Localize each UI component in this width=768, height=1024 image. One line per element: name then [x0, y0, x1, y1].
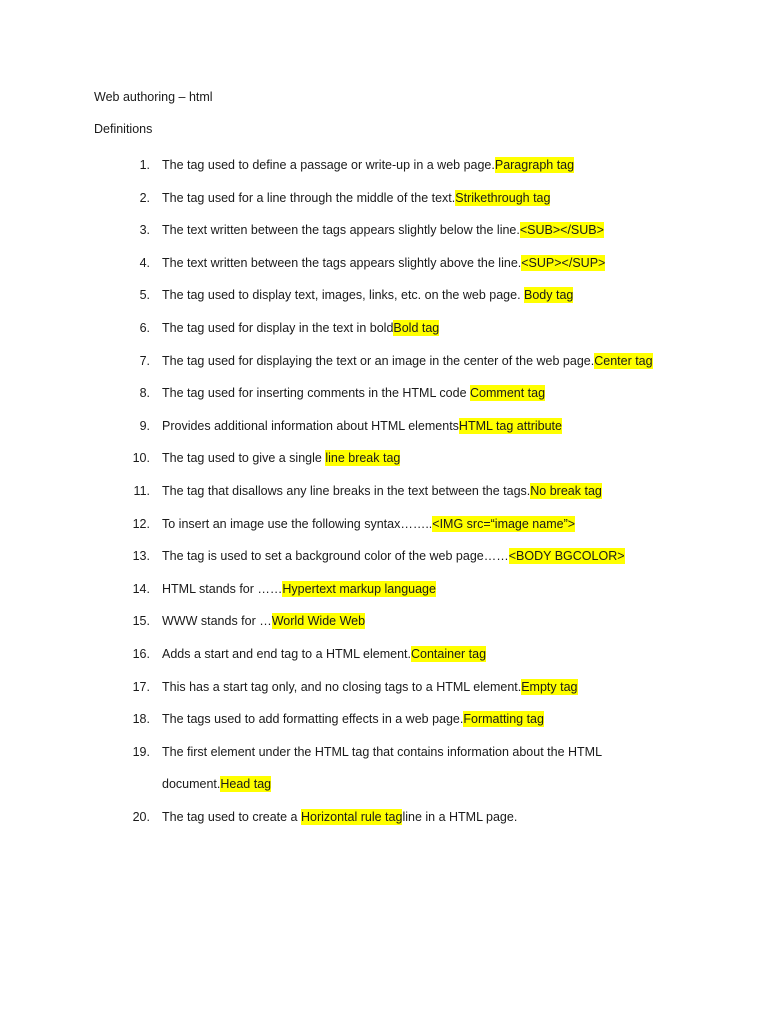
list-item: [94, 149, 708, 182]
list-item: [94, 442, 708, 475]
list-item: [94, 605, 708, 638]
item-number: 3.: [139, 223, 150, 238]
item-text: Provides additional information about HTML elements: [162, 418, 459, 433]
item-text: The tag used to define a passage or write-up in a web page.: [162, 158, 495, 172]
item-text: Adds a start and end tag to a HTML element.: [162, 646, 411, 661]
list-item: [94, 214, 708, 247]
item-text: The text written between the tags appears slightly above the line.: [162, 255, 522, 270]
item-answer-highlight: Hypertext markup language: [282, 581, 436, 596]
item-answer-highlight: Paragraph tag: [494, 158, 575, 172]
item-number: 16.: [132, 646, 150, 661]
item-text: The tag that disallows any line breaks in the text between the tags.: [162, 483, 531, 498]
item-number: 17.: [132, 679, 150, 694]
list-item: [94, 638, 708, 671]
item-number: 10.: [132, 451, 150, 466]
item-answer-highlight: Container tag: [410, 646, 487, 661]
item-answer-highlight: Bold tag: [393, 320, 440, 335]
item-number: 1.: [139, 158, 150, 172]
item-text: The tag is used to set a background color of the web page……: [162, 549, 509, 564]
item-number: 4.: [139, 255, 150, 270]
item-number: 7.: [139, 353, 150, 368]
item-text: The tag used for inserting comments in the HTML code: [162, 386, 471, 401]
item-text-after: line in a HTML page.: [402, 809, 518, 824]
item-answer-highlight: <IMG src=“image name”>: [432, 516, 576, 531]
item-number: 14.: [132, 581, 150, 596]
item-answer-highlight: Empty tag: [521, 679, 578, 694]
item-text: WWW stands for …: [162, 614, 272, 629]
item-answer-highlight: World Wide Web: [271, 614, 366, 629]
item-number: 9.: [139, 418, 150, 433]
list-item: [94, 671, 708, 704]
item-text: HTML stands for ……: [162, 581, 283, 596]
item-number: 5.: [139, 288, 150, 303]
item-answer-highlight: <SUB></SUB>: [519, 223, 604, 238]
list-item: [94, 410, 708, 443]
item-answer-highlight: Formatting tag: [463, 712, 544, 727]
list-item: [94, 703, 708, 736]
list-item: [94, 312, 708, 345]
item-answer-highlight: Head tag: [220, 777, 272, 792]
item-number: 18.: [132, 712, 150, 727]
list-item: [94, 345, 708, 378]
item-number: 20.: [132, 809, 150, 824]
item-text-continued: document.: [162, 777, 221, 792]
item-text: The tag used for displaying the text or an image in the center of the web page.: [162, 353, 595, 368]
item-number: 11.: [133, 483, 150, 498]
item-number: 6.: [139, 320, 150, 335]
list-item: [94, 801, 708, 834]
list-item: [94, 182, 708, 215]
item-number: 12.: [132, 516, 150, 531]
item-answer-highlight: No break tag: [530, 483, 602, 498]
item-number: 15.: [132, 614, 150, 629]
item-answer-highlight: Body tag: [524, 288, 574, 303]
item-answer-highlight: Horizontal rule tag: [300, 809, 403, 824]
document-title: Web authoring – html: [94, 90, 213, 104]
item-text: The first element under the HTML tag that contains information about the HTML: [162, 744, 603, 759]
item-text: To insert an image use the following syntax……..: [162, 516, 433, 531]
list-item: [94, 508, 708, 541]
list-item: [94, 573, 708, 606]
item-number: 19.: [132, 744, 150, 759]
item-answer-highlight: Comment tag: [470, 386, 546, 401]
item-number: 8.: [139, 386, 150, 401]
item-text: This has a start tag only, and no closing tags to a HTML element.: [162, 679, 522, 694]
section-heading: Definitions: [94, 122, 153, 136]
definitions-list: [94, 149, 708, 833]
item-answer-highlight: line break tag: [325, 451, 401, 466]
list-item: [94, 377, 708, 410]
list-item: [94, 736, 708, 801]
item-answer-highlight: <BODY BGCOLOR>: [508, 549, 625, 564]
list-item: [94, 279, 708, 312]
item-text: The tag used for a line through the middle of the text.: [162, 190, 456, 205]
item-answer-highlight: <SUP></SUP>: [521, 255, 606, 270]
item-text: The tag used to give a single: [162, 451, 326, 466]
item-text: The tag used to create a: [162, 809, 301, 824]
list-item: [94, 540, 708, 573]
item-text: The tag used for display in the text in bold: [162, 320, 394, 335]
list-item: [94, 475, 708, 508]
item-answer-highlight: HTML tag attribute: [458, 418, 562, 433]
item-text: The text written between the tags appears slightly below the line.: [162, 223, 520, 238]
list-item: [94, 247, 708, 280]
item-text: The tags used to add formatting effects in a web page.: [162, 712, 464, 727]
item-text: The tag used to display text, images, links, etc. on the web page.: [162, 288, 525, 303]
item-answer-highlight: Strikethrough tag: [455, 190, 551, 205]
item-number: 13.: [132, 549, 150, 564]
item-number: 2.: [139, 190, 150, 205]
item-answer-highlight: Center tag: [594, 353, 653, 368]
